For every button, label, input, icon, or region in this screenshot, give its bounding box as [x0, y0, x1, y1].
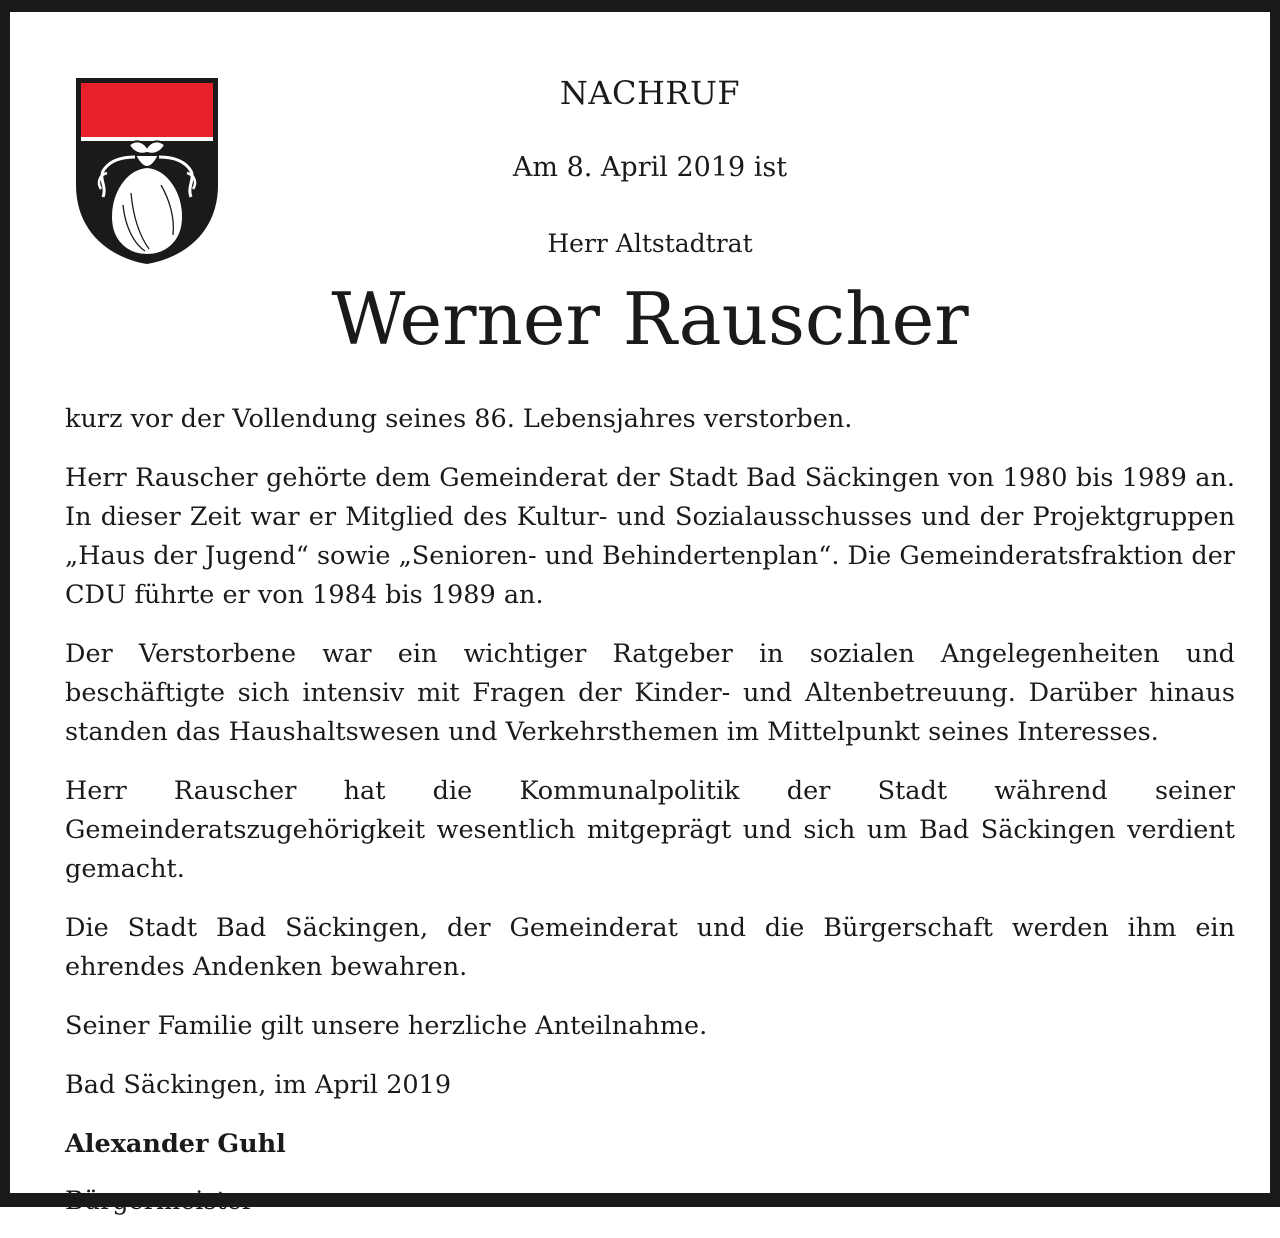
body-paragraph: kurz vor der Vollendung seines 86. Lebensjahres verstorben.	[65, 404, 853, 434]
title-line: Herr Altstadtrat	[547, 229, 753, 258]
body-paragraph: Herr Rauscher gehörte dem Gemeinderat der Stadt Bad Säckingen von 1980 bis 1989 an. In dieser Zeit war er Mitglied des Kultur- und Sozialausschusses und der Projektgruppen „Haus der Jugend“ sowie „Senioren- und Behindertenplan“. Die Gemeinderatsfraktion der CDU führte er von 1984 bis 1989 an.	[65, 463, 1235, 610]
body-paragraph: Die Stadt Bad Säckingen, der Gemeinderat und die Bürgerschaft werden ihm ein ehrendes Andenken bewahren.	[65, 913, 1235, 982]
date-line: Am 8. April 2019 ist	[512, 152, 788, 183]
notice-heading: NACHRUF	[559, 74, 741, 112]
deceased-name: Werner Rauscher	[331, 277, 969, 361]
notice-body	[65, 400, 1235, 1238]
body-paragraph: Herr Rauscher hat die Kommunalpolitik der Stadt während seiner Gemeinderatszugehörigkeit wesentlich mitgeprägt und sich um Bad Säckingen verdient gemacht.	[65, 776, 1235, 884]
signature-block	[65, 1125, 1235, 1218]
body-paragraph: Seiner Familie gilt unsere herzliche Anteilnahme.	[65, 1011, 708, 1041]
signer-role: Bürgermeister	[65, 1186, 254, 1216]
signer-name: Alexander Guhl	[65, 1129, 286, 1159]
body-paragraph: Der Verstorbene war ein wichtiger Ratgeber in sozialen Angelegenheiten und beschäftigte sich intensiv mit Fragen der Kinder- und Altenbetreuung. Darüber hinaus standen das Haushaltswesen und Verkehrsthemen im Mittelpunkt seines Interesses.	[65, 639, 1235, 747]
place-date-line: Bad Säckingen, im April 2019	[65, 1070, 452, 1100]
